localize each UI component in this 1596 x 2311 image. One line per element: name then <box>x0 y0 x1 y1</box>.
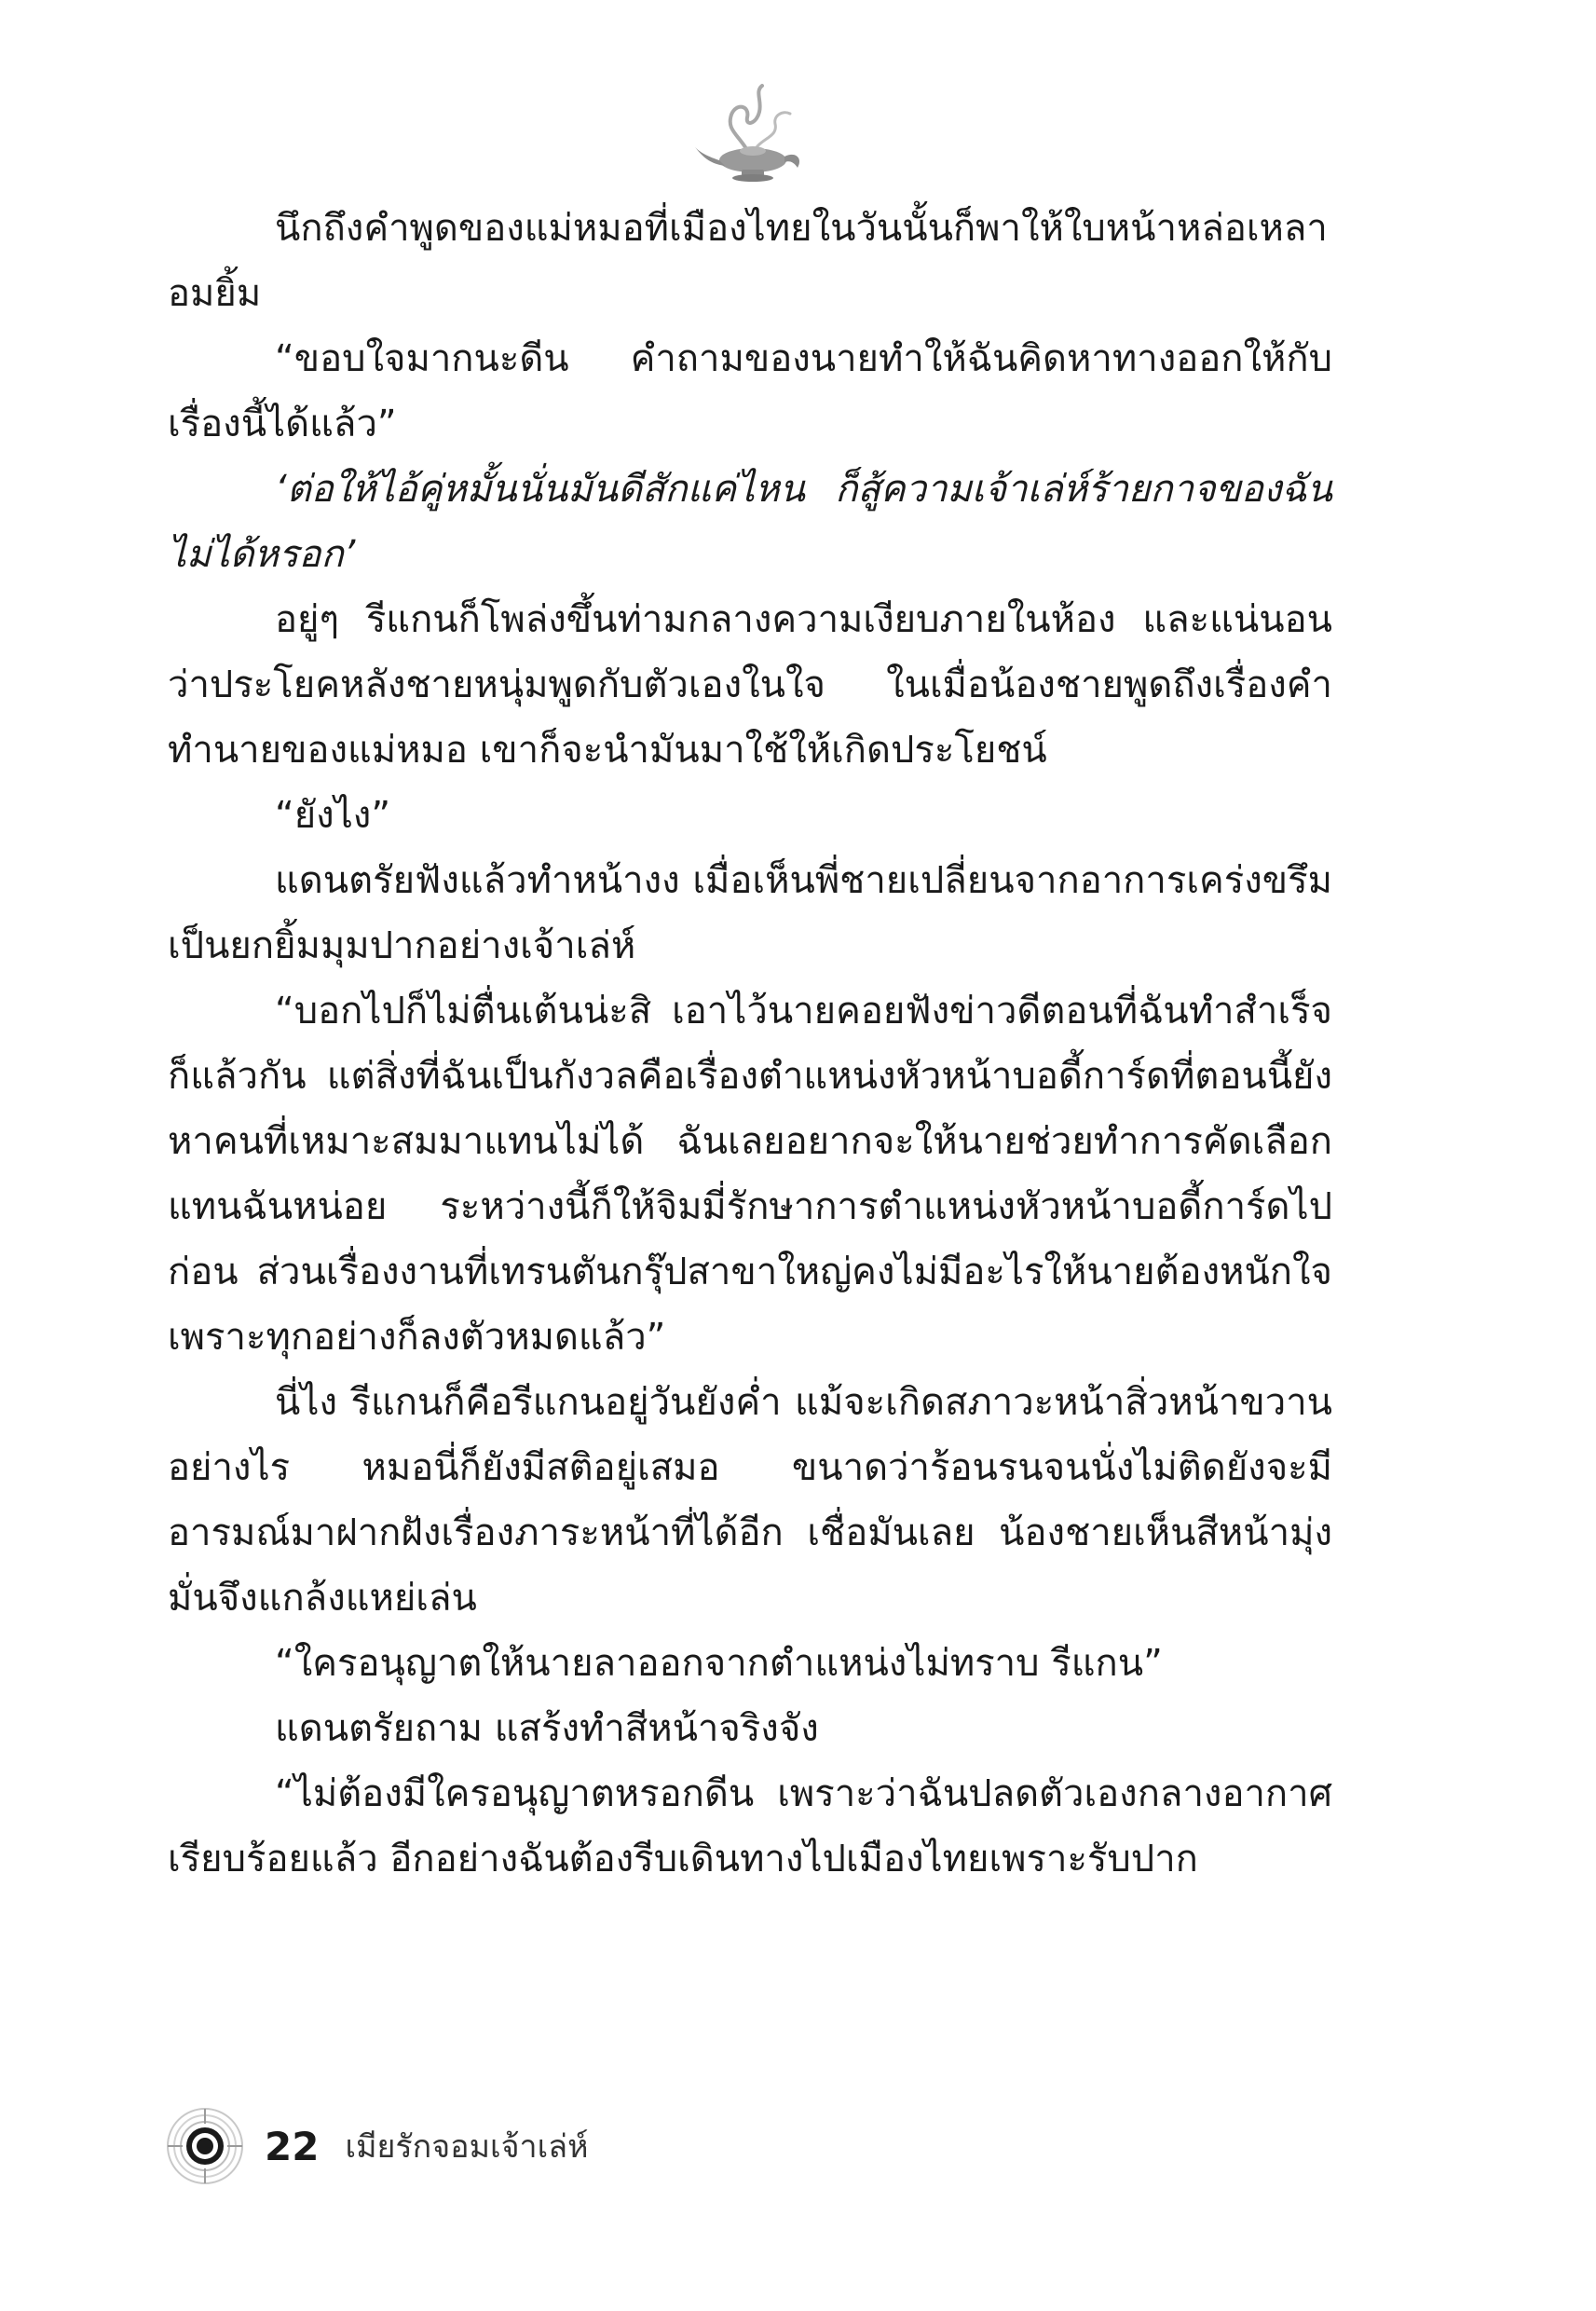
target-icon <box>166 2107 244 2185</box>
paragraph-1: นึกถึงคำพูดของแม่หมอที่เมืองไทยในวันนั้นก็พาให้ใบหน้าหล่อเหลาอมยิ้ม <box>168 207 1328 315</box>
paragraph-11: “ไม่ต้องมีใครอนุญาตหรอกดีน เพราะว่าฉันปลดตัวเองกลางอากาศเรียบร้อยแล้ว อีกอย่างฉันต้องรีบเดินทางไปเมืองไทยเพราะรับปาก <box>168 1772 1332 1880</box>
book-title: เมียรักจอมเจ้าเล่ห์ <box>345 2128 589 2166</box>
paragraph-3-thought: ‘ต่อให้ไอ้คู่หมั้นนั่นมันดีสักแค่ไหน ก็สู้ความเจ้าเล่ห์ร้ายกาจของฉันไม่ได้หรอก’ <box>168 468 1332 576</box>
paragraph-8: นี่ไง รีแกนก็คือรีแกนอยู่วันยังค่ำ แม้จะเกิดสภาวะหน้าสิ่วหน้าขวานอย่างไร หมอนี่ก็ยังมีสติอยู่เสมอ ขนาดว่าร้อนรนจนนั่งไม่ติดยังจะมีอารมณ์มาฝากฝังเรื่องภาระหน้าที่ได้อีก เชื่อมันเลย น้องชายเห็นสีหน้ามุ่งมั่นจึงแกล้งแหย่เล่น <box>168 1381 1332 1620</box>
page-number: 22 <box>265 2123 320 2169</box>
page-footer <box>166 2104 589 2188</box>
paragraph-2: “ขอบใจมากนะดีน คำถามของนายทำให้ฉันคิดหาทางออกให้กับเรื่องนี้ได้แล้ว” <box>168 337 1332 445</box>
paragraph-7: “บอกไปก็ไม่ตื่นเต้นน่ะสิ เอาไว้นายคอยฟังข่าวดีตอนที่ฉันทำสำเร็จก็แล้วกัน แต่สิ่งที่ฉันเป็นกังวลคือเรื่องตำแหน่งหัวหน้าบอดี้การ์ดที่ตอนนี้ยังหาคนที่เหมาะสมมาแทนไม่ได้ ฉันเลยอยากจะให้นายช่วยทำการคัดเลือกแทนฉันหน่อย ระหว่างนี้ก็ให้จิมมี่รักษาการตำแหน่งหัวหน้าบอดี้การ์ดไปก่อน ส่วนเรื่องงานที่เทรนตันกรุ๊ปสาขาใหญ่คงไม่มีอะไรให้นายต้องหนักใจ เพราะทุกอย่างก็ลงตัวหมดแล้ว” <box>168 990 1332 1359</box>
paragraph-6: แดนตรัยฟังแล้วทำหน้างง เมื่อเห็นพี่ชายเปลี่ยนจากอาการเคร่งขรึมเป็นยกยิ้มมุมปากอย่างเจ้าเล่ห์ <box>168 859 1332 967</box>
paragraph-10: แดนตรัยถาม แสร้งทำสีหน้าจริงจัง <box>275 1707 819 1750</box>
paragraph-9: “ใครอนุญาตให้นายลาออกจากตำแหน่งไม่ทราบ รีแกน” <box>275 1642 1163 1685</box>
paragraph-4: อยู่ๆ รีแกนก็โพล่งขึ้นท่ามกลางความเงียบภายในห้อง และแน่นอนว่าประโยคหลังชายหนุ่มพูดกับตัวเองในใจ ในเมื่อน้องชายพูดถึงเรื่องคำทำนายของแม่หมอ เขาก็จะนำมันมาใช้ให้เกิดประโยชน์ <box>168 598 1332 772</box>
paragraph-5: “ยังไง” <box>275 794 391 837</box>
genie-lamp-icon <box>689 82 811 185</box>
body-text <box>168 196 1332 1892</box>
